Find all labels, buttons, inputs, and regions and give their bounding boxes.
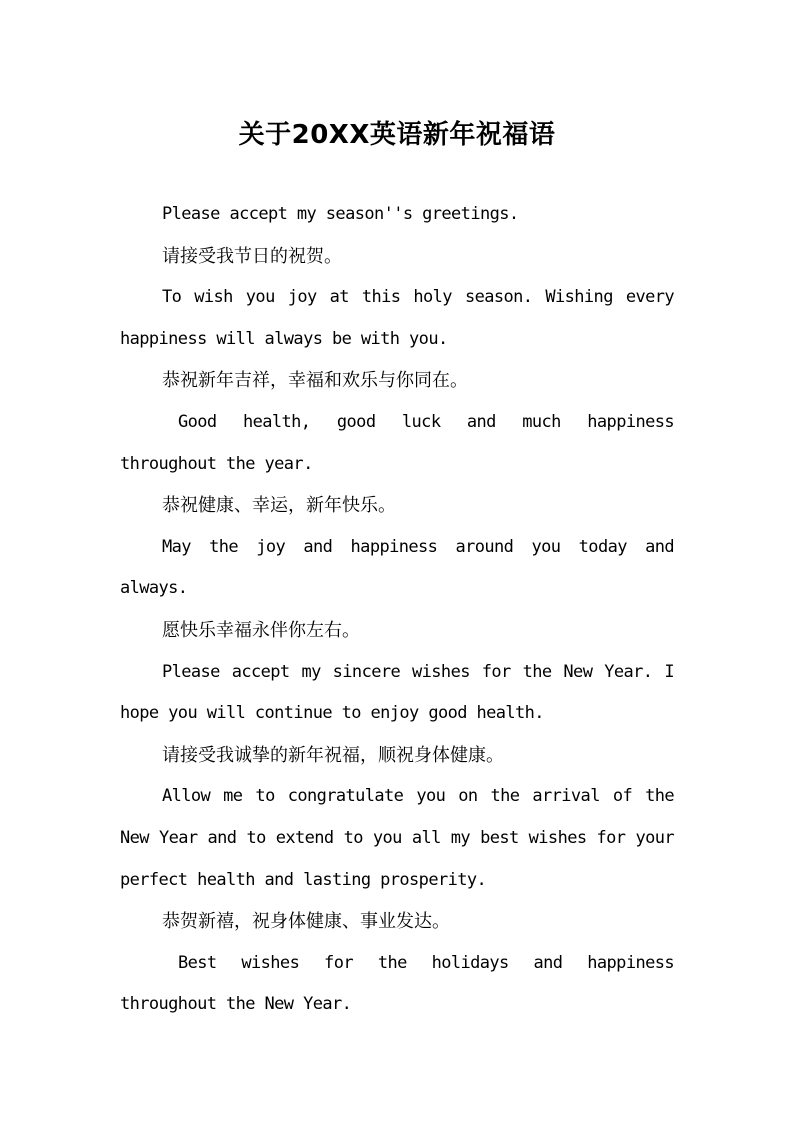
paragraph-english-3: Good health, good luck and much happiness throughout the year. xyxy=(120,411,674,474)
paragraph-english-2: To wish you joy at this holy season. Wishing every happiness will always be with you. xyxy=(120,287,674,349)
document-body xyxy=(120,194,674,1026)
paragraph-chinese-1: 请接受我节日的祝贺。 xyxy=(162,245,342,267)
paragraph-english-4: May the joy and happiness around you today and always. xyxy=(120,536,674,599)
paragraph-chinese-5: 请接受我诚挚的新年祝福，顺祝身体健康。 xyxy=(162,744,504,766)
paragraph-chinese-3: 恭祝健康、幸运，新年快乐。 xyxy=(162,495,396,517)
paragraph-chinese-6: 恭贺新禧，祝身体健康、事业发达。 xyxy=(162,911,450,933)
paragraph-chinese-2: 恭祝新年吉祥，幸福和欢乐与你同在。 xyxy=(162,370,468,392)
paragraph-english-6: Allow me to congratulate you on the arrival of the New Year and to extend to you all my best wishes for your perfect health and lasting prosperity. xyxy=(120,786,674,890)
paragraph-chinese-4: 愿快乐幸福永伴你左右。 xyxy=(162,619,360,641)
paragraph-english-5: Please accept my sincere wishes for the New Year. I hope you will continue to enjoy good health. xyxy=(120,661,674,724)
document-title: 关于20XX英语新年祝福语 xyxy=(238,120,556,151)
paragraph-english-1: Please accept my season''s greetings. xyxy=(162,204,519,224)
paragraph-english-7: Best wishes for the holidays and happiness throughout the New Year. xyxy=(120,952,674,1015)
